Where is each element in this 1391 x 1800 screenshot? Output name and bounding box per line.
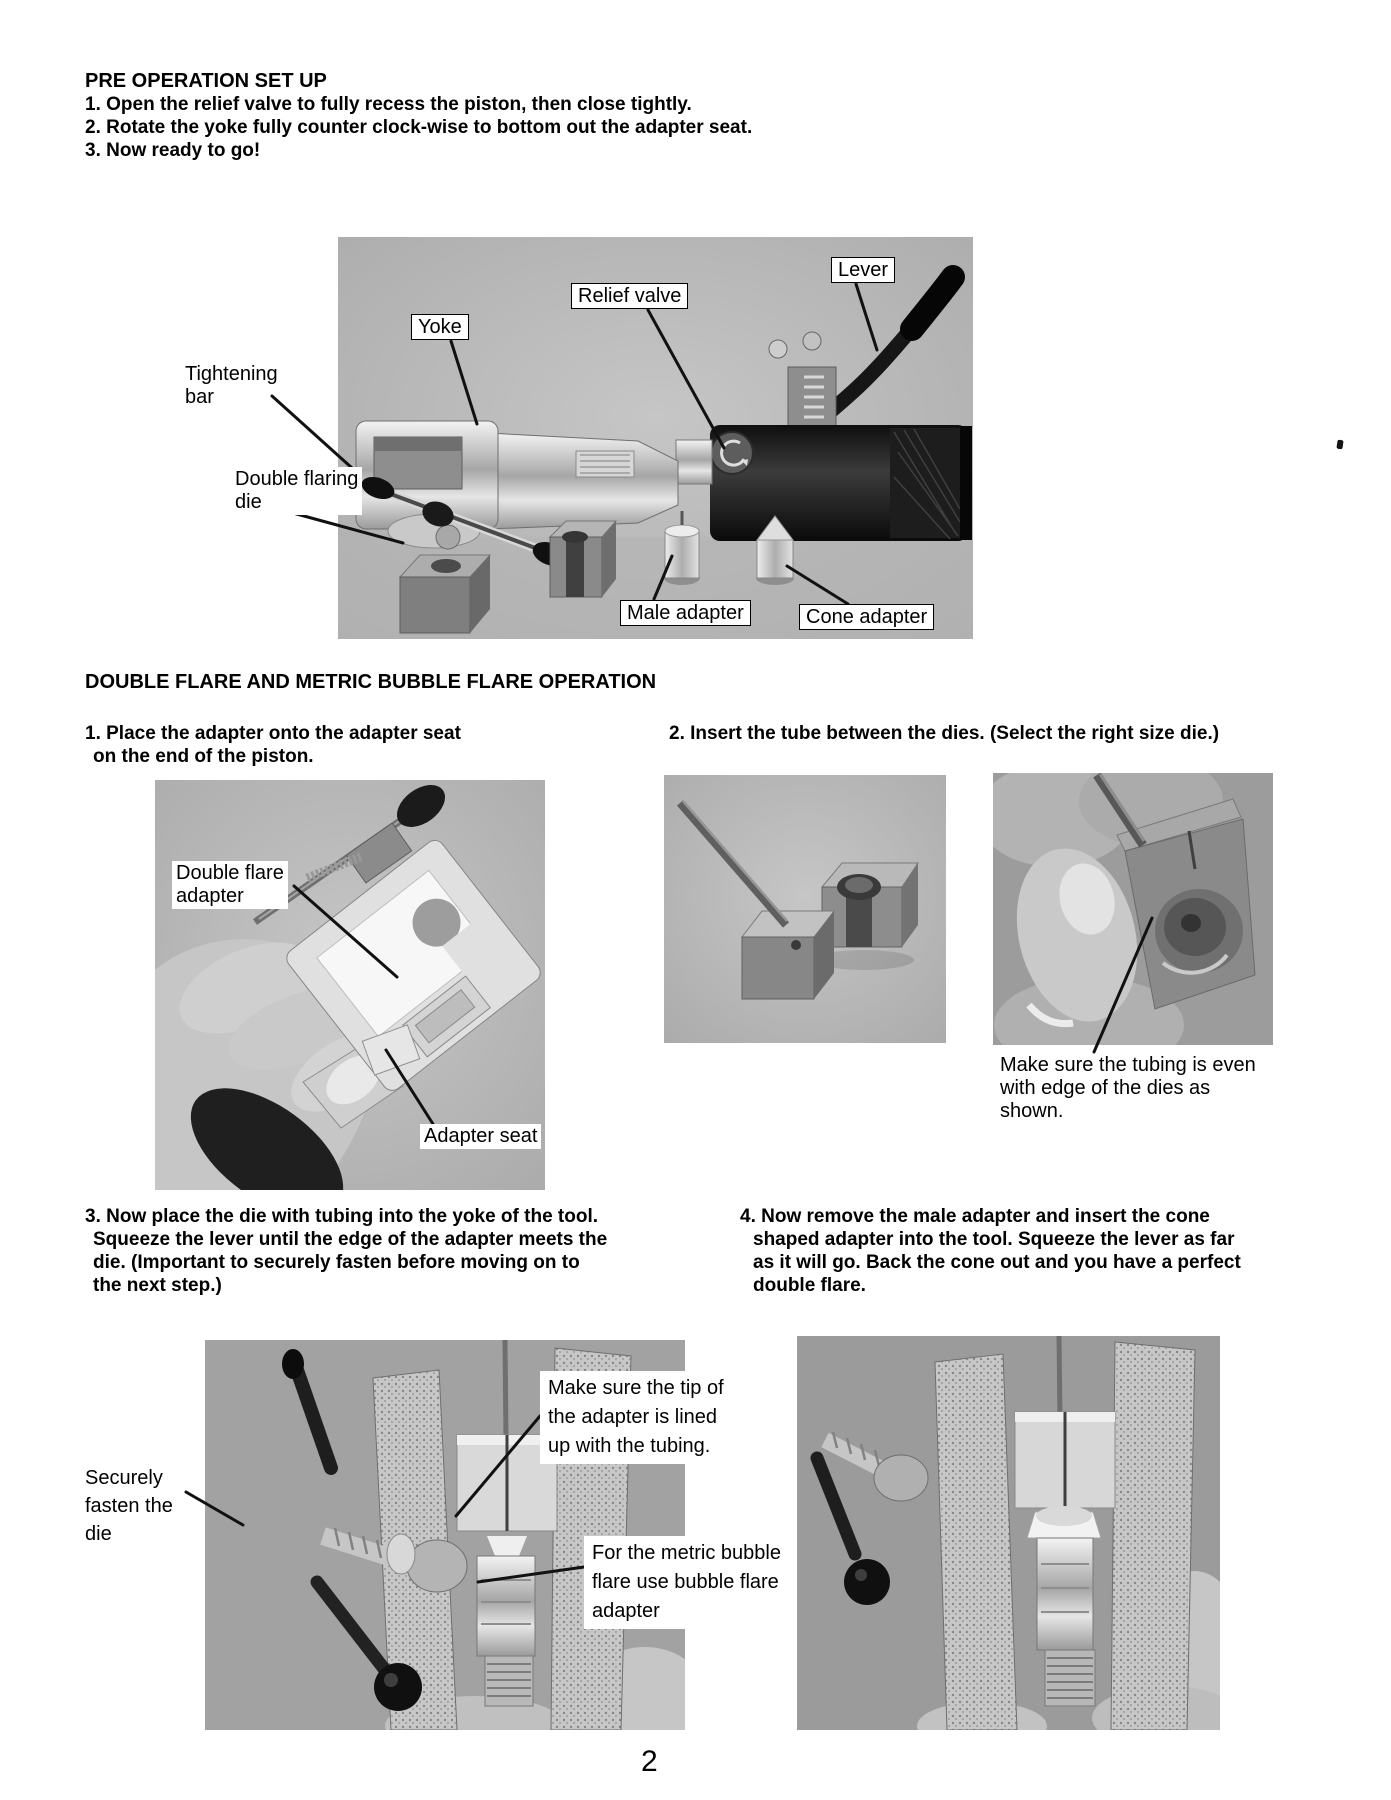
step2-photo-right: [993, 773, 1273, 1045]
tightening-bar-label: Tightening bar: [185, 363, 278, 408]
operation-heading: DOUBLE FLARE AND METRIC BUBBLE FLARE OPERATION: [85, 671, 657, 693]
op-step3-line2: Squeeze the lever until the edge of the adapter meets the: [93, 1229, 608, 1250]
yoke-arm-left-2: [935, 1354, 1017, 1730]
adapter-seat-label: Adapter seat: [420, 1124, 541, 1149]
cone-adapter-label: Cone adapter: [799, 604, 934, 630]
op-step3-line1: 3. Now place the die with tubing into the yoke of the tool.: [85, 1206, 599, 1227]
bubble-flare-label: For the metric bubble flare use bubble flare adapter: [584, 1536, 789, 1629]
lying-die-2: [742, 911, 834, 999]
tubing-even-caption: Make sure the tubing is even with edge of the dies as shown.: [1000, 1054, 1256, 1122]
relief-valve-dial: [711, 432, 753, 474]
double-flare-adapter-label: Double flare adapter: [172, 861, 288, 909]
op-step3-line4: the next step.): [93, 1275, 222, 1296]
op-step4-line4: double flare.: [753, 1275, 866, 1296]
step4-photo: [797, 1336, 1220, 1730]
step2-photo-left: [664, 775, 946, 1043]
cone-adapter-in-tool: [1037, 1538, 1093, 1650]
preop-step-2: 2. Rotate the yoke fully counter clock-wise to bottom out the adapter seat.: [85, 117, 753, 138]
double-flaring-die-label: Double flaring die: [231, 467, 362, 515]
lever-label: Lever: [831, 257, 895, 283]
adapter-in-tool: [477, 1556, 535, 1656]
page-number: 2: [641, 1745, 658, 1778]
stray-ink-mark: [1336, 440, 1343, 450]
tip-lined-up-label: Make sure the tip of the adapter is lined up with the tubing.: [540, 1371, 732, 1464]
securely-fasten-label: Securely fasten the die: [85, 1467, 173, 1545]
op-step3-line3: die. (Important to securely fasten before moving on to: [93, 1252, 580, 1273]
preop-step-1: 1. Open the relief valve to fully recess the piston, then close tightly.: [85, 94, 692, 115]
relief-valve-label: Relief valve: [571, 283, 688, 309]
op-step4-line3: as it will go. Back the cone out and you have a perfect: [753, 1252, 1241, 1273]
op-step4-line1: 4. Now remove the male adapter and insert the cone: [740, 1206, 1210, 1227]
op-step2: 2. Insert the tube between the dies. (Select the right size die.): [669, 723, 1220, 744]
yoke-label: Yoke: [411, 314, 469, 340]
yoke-arm-right-2: [1111, 1342, 1195, 1730]
op-step1-line2: on the end of the piston.: [93, 746, 314, 767]
preop-step-3: 3. Now ready to go!: [85, 140, 261, 161]
male-adapter-label: Male adapter: [620, 600, 751, 626]
op-step1-line1: 1. Place the adapter onto the adapter seat: [85, 723, 461, 744]
lying-die: [400, 555, 490, 633]
upright-die: [550, 521, 616, 597]
op-step4-line2: shaped adapter into the tool. Squeeze the lever as far: [753, 1229, 1235, 1250]
preop-heading: PRE OPERATION SET UP: [85, 70, 327, 92]
